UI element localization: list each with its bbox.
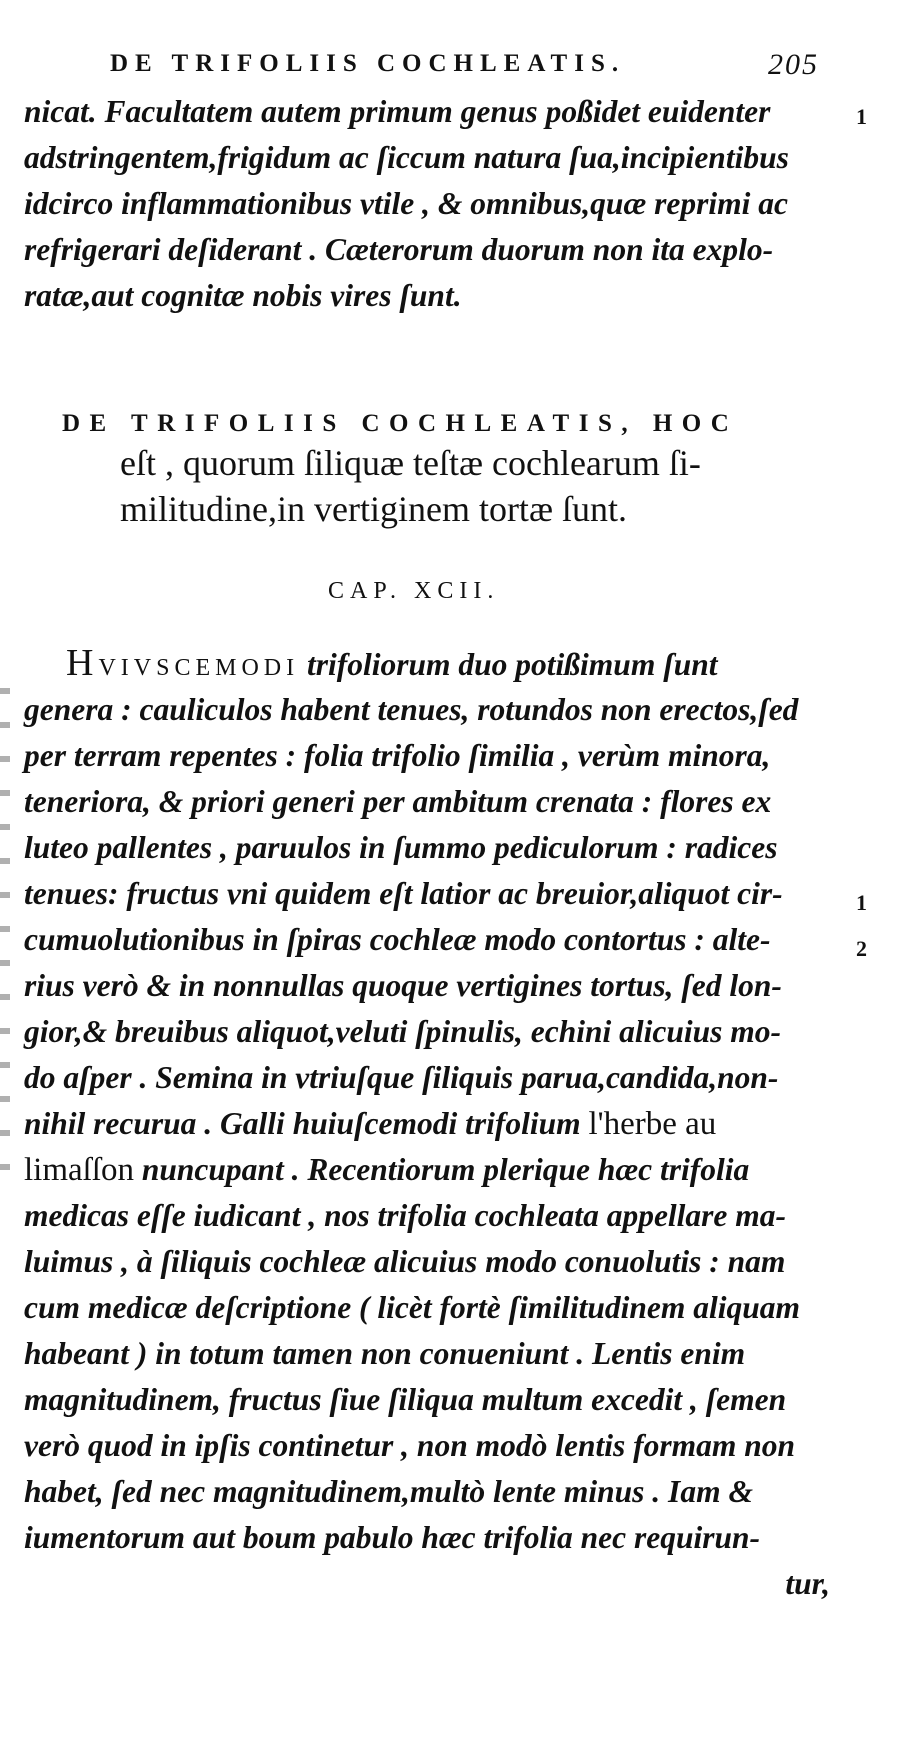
text-line: refrigerari deſiderant . Cæterorum duorum non ita explo- xyxy=(24,232,774,267)
chapter-heading-line: militudine,in vertiginem tortæ ſunt. xyxy=(120,489,627,529)
text-line: habeant ) in totum tamen non conueniunt . Lentis enim xyxy=(24,1336,746,1371)
page-number: 205 xyxy=(768,48,819,81)
chapter-number: CAP. XCII. xyxy=(328,578,500,604)
text-italic: nihil recurua . Galli huiuſcemodi trifolium xyxy=(24,1106,581,1141)
text-line: luteo pallentes , paruulos in ſummo pediculorum : radices xyxy=(24,830,778,865)
opening-word-rest: VIVSCEMODI xyxy=(98,655,300,681)
catchword: tur, xyxy=(785,1566,830,1601)
page-edge-shadow xyxy=(0,660,10,1190)
text-line: adstringentem,frigidum ac ſiccum natura ſua,incipientibus xyxy=(24,140,789,175)
text-line: do aſper . Semina in vtriuſque ſiliquis parua,candida,non- xyxy=(24,1060,779,1095)
text-line: per terram repentes : folia trifolio ſimilia , verùm minora, xyxy=(24,738,771,773)
text-line: idcirco inflammationibus vtile , & omnibus,quæ reprimi ac xyxy=(24,186,788,221)
chapter-heading-line: eſt , quorum ſiliquæ teſtæ cochlearum ſi- xyxy=(120,443,701,483)
text-line-first xyxy=(66,643,717,688)
text-roman: l'herbe au xyxy=(588,1106,717,1142)
running-title: DE TRIFOLIIS COCHLEATIS. xyxy=(110,50,626,77)
margin-note: 2 xyxy=(856,936,867,961)
text-line: verò quod in ipſis continetur , non modò lentis formam non xyxy=(24,1428,796,1463)
text-line: rius verò & in nonnullas quoque vertigines tortus, ſed lon- xyxy=(24,968,782,1003)
text-line: cumuolutionibus in ſpiras cochleæ modo contortus : alte- xyxy=(24,922,771,957)
text-line: luimus , à ſiliquis cochleæ alicuius modo conuolutis : nam xyxy=(24,1244,786,1279)
text-italic: nuncupant . Recentiorum plerique hæc trifolia xyxy=(141,1152,750,1187)
first-line-text: trifoliorum duo potißimum ſunt xyxy=(307,647,718,682)
text-line: iumentorum aut boum pabulo hæc trifolia nec requirun- xyxy=(24,1520,761,1555)
text-line: nicat. Facultatem autem primum genus poßidet euidenter xyxy=(24,94,771,129)
opening-word xyxy=(66,642,300,684)
text-line: ratæ,aut cognitæ nobis vires ſunt. xyxy=(24,278,462,313)
margin-note: 1 xyxy=(856,104,867,129)
text-roman: limaſſon xyxy=(24,1152,134,1188)
chapter-heading-caps: DE TRIFOLIIS COCHLEATIS, HOC xyxy=(62,410,739,437)
text-line: tenues: fructus vni quidem eſt latior ac breuior,aliquot cir- xyxy=(24,876,783,911)
text-line: cum medicæ deſcriptione ( licèt fortè ſimilitudinem aliquam xyxy=(24,1290,801,1325)
text-line-mixed xyxy=(24,1104,716,1144)
text-line: gior,& breuibus aliquot,veluti ſpinulis, echini alicuius mo- xyxy=(24,1014,782,1049)
text-line: medicas eſſe iudicant , nos trifolia cochleata appellare ma- xyxy=(24,1198,787,1233)
text-line: magnitudinem, fructus ſiue ſiliqua multum excedit , ſemen xyxy=(24,1382,787,1417)
text-line: genera : cauliculos habent tenues, rotundos non erectos,ſed xyxy=(24,692,799,727)
text-line: habet, ſed nec magnitudinem,multò lente minus . Iam & xyxy=(24,1474,753,1509)
margin-note: 1 xyxy=(856,890,867,915)
text-line-mixed xyxy=(24,1150,749,1190)
text-line: teneriora, & priori generi per ambitum crenata : flores ex xyxy=(24,784,772,819)
initial-letter: H xyxy=(66,642,99,684)
